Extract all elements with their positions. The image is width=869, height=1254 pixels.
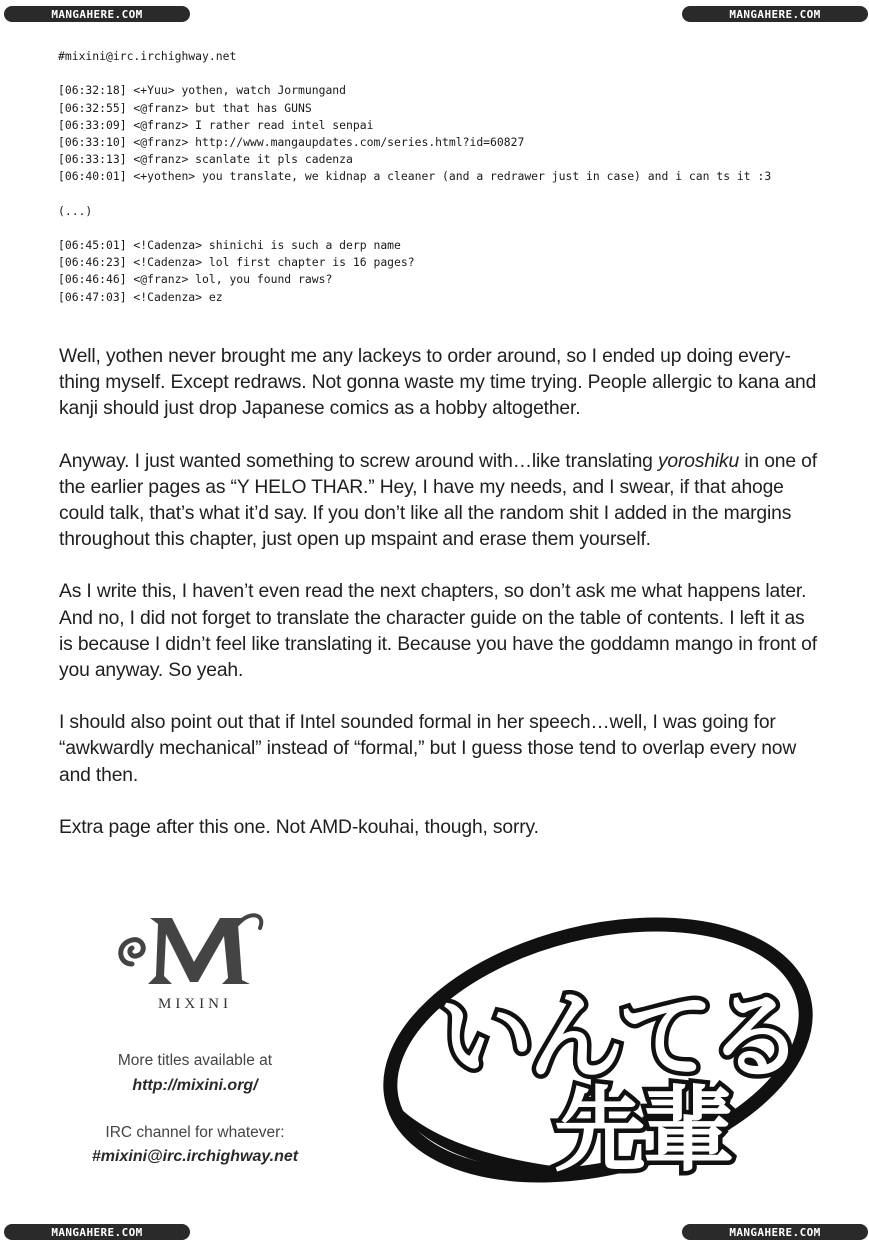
- irc-line: [06:32:18] <+Yuu> yothen, watch Jormungand: [58, 83, 347, 98]
- more-titles-label: More titles available at: [117, 1052, 273, 1069]
- paragraph: As I write this, I haven’t even read the next chapters, so don’t ask me what happens later. And no, I did not forget to translate the character guide on the table of contents. I left it as is because I didn’t feel like translating it. Because you have the goddamn mango in front of you anyway. So yeah.: [59, 581, 817, 682]
- watermark-top-right: [682, 6, 868, 22]
- mixini-logo-text: MIXINI: [158, 996, 232, 1012]
- paragraph: Extra page after this one. Not AMD-kouhai, though, sorry.: [59, 816, 539, 838]
- translator-notes: [59, 344, 819, 867]
- watermark-text: MANGAHERE.COM: [729, 1225, 821, 1239]
- irc-channel: #mixini@irc.irchighway.net: [58, 49, 237, 63]
- paragraph: I should also point out that if Intel sounded formal in her speech…well, I was going for “awkwardly mechanical” instead of “formal,” but I guess those tend to overlap every now and then.: [59, 712, 797, 786]
- paragraph-text: Anyway. I just wanted something to screw around with…like translating: [59, 450, 658, 472]
- irc-channel-label: IRC channel for whatever:: [105, 1124, 285, 1141]
- irc-line: [06:45:01] <!Cadenza> shinichi is such a derp name: [58, 238, 401, 253]
- watermark-text: MANGAHERE.COM: [729, 7, 821, 21]
- paragraph: Well, yothen never brought me any lackeys to order around, so I ended up doing every-thing myself. Except redraws. Not gonna waste my time trying. People allergic to kana and kanji should just drop Japanese comics as a hobby altogether.: [59, 346, 817, 420]
- irc-channel-footer: #mixini@irc.irchighway.net: [91, 1148, 299, 1165]
- irc-log: [58, 48, 818, 306]
- watermark-bottom-left: [4, 1224, 190, 1240]
- irc-line: [06:32:55] <@franz> but that has GUNS: [58, 100, 312, 115]
- watermark-text: MANGAHERE.COM: [51, 7, 143, 21]
- irc-line: [06:33:13] <@franz> scanlate it pls cadenza: [58, 152, 353, 167]
- mixini-logo-icon: [110, 900, 280, 990]
- title-line-1: いんてる: [438, 981, 798, 1093]
- italic-term: yoroshiku: [657, 450, 740, 472]
- irc-line: [06:33:09] <@franz> I rather read intel senpai: [58, 117, 374, 132]
- watermark-top-left: [4, 6, 190, 22]
- irc-line: [06:46:23] <!Cadenza> lol first chapter is 16 pages?: [58, 255, 415, 270]
- watermark-bottom-right: [682, 1224, 868, 1240]
- irc-line: [06:47:03] <!Cadenza> ez: [58, 289, 223, 304]
- paragraph: [59, 449, 819, 554]
- irc-ellipsis: (...): [58, 203, 93, 218]
- mixini-url: http://mixini.org/: [132, 1077, 258, 1094]
- watermark-text: MANGAHERE.COM: [51, 1225, 143, 1239]
- irc-line: [06:33:10] <@franz> http://www.mangaupdates.com/series.html?id=60827: [58, 134, 525, 149]
- irc-line: [06:46:46] <@franz> lol, you found raws?: [58, 272, 333, 287]
- series-title-logo: [378, 900, 818, 1200]
- irc-line: [06:40:01] <+yothen> you translate, we kidnap a cleaner (and a redrawer just in case) and i can ts it :3: [58, 169, 772, 184]
- title-line-2: 先輩: [554, 1077, 731, 1184]
- paragraph-text: in one of the earlier pages as “Y HELO THAR.” Hey, I have my needs, and I swear, if that ahoge could talk, that’s what it’d say. If you don’t like all the random shit I added in the margins throughout this chapter, just open up mspaint and erase them yourself.: [59, 450, 817, 551]
